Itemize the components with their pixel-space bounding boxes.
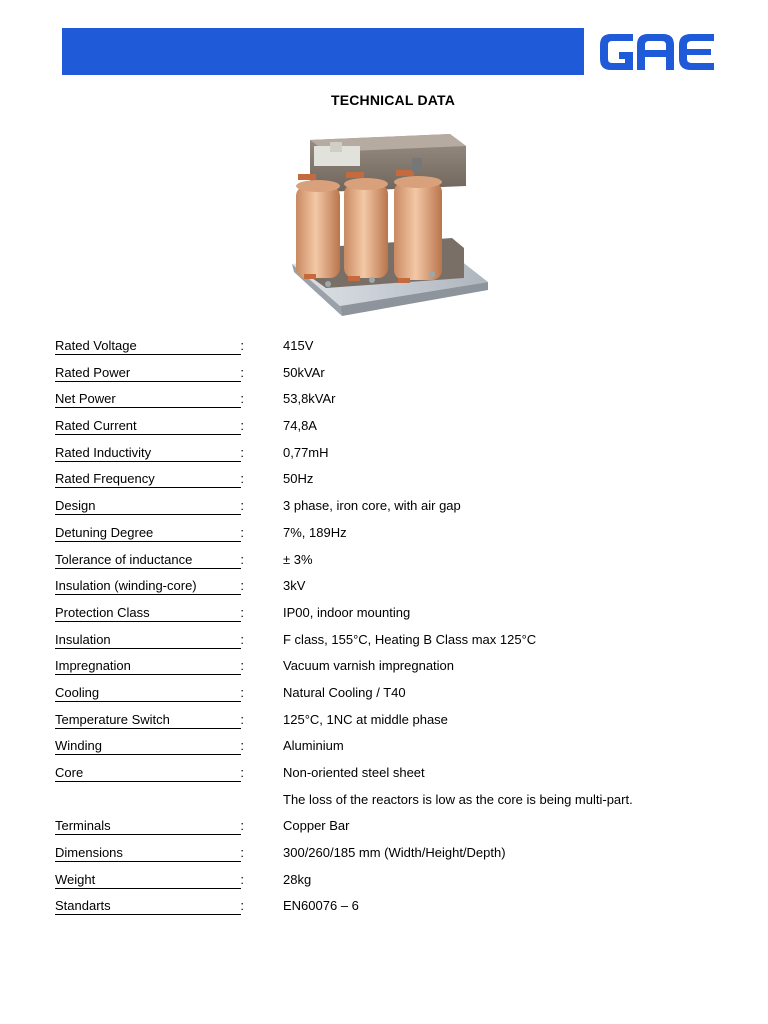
spec-value: ± 3%: [283, 551, 313, 567]
spec-label: Core: [55, 764, 241, 782]
spec-label: Terminals: [55, 817, 241, 835]
spec-label: Design: [55, 497, 241, 515]
spec-separator: :: [240, 738, 244, 754]
spec-separator: :: [240, 684, 244, 700]
spec-row: [55, 684, 735, 711]
spec-row: [55, 897, 735, 924]
spec-separator: :: [240, 604, 244, 620]
spec-label: Net Power: [55, 390, 241, 408]
spec-label: Rated Inductivity: [55, 444, 241, 462]
spec-value: 3kV: [283, 578, 306, 594]
spec-separator: :: [240, 471, 244, 487]
spec-row: [55, 390, 735, 417]
spec-value: F class, 155°C, Heating B Class max 125°C: [283, 631, 537, 647]
spec-separator: :: [240, 418, 244, 434]
spec-separator: :: [240, 658, 244, 674]
spec-row: [55, 337, 735, 364]
spec-value: 0,77mH: [283, 444, 329, 460]
spec-label: Insulation (winding-core): [55, 577, 241, 595]
spec-label: Rated Current: [55, 417, 241, 435]
spec-label: Tolerance of inductance: [55, 551, 241, 569]
spec-row: [55, 497, 735, 524]
spec-value: 74,8A: [283, 418, 317, 434]
spec-row: [55, 711, 735, 738]
spec-label: Protection Class: [55, 604, 241, 622]
spec-value: 125°C, 1NC at middle phase: [283, 711, 448, 727]
spec-separator: :: [240, 818, 244, 834]
spec-separator: :: [240, 871, 244, 887]
spec-label: Rated Voltage: [55, 337, 241, 355]
spec-row: [55, 551, 735, 578]
spec-label: Winding: [55, 737, 241, 755]
spec-row: [55, 470, 735, 497]
spec-separator: :: [240, 391, 244, 407]
spec-value: Non-oriented steel sheet: [283, 765, 425, 780]
company-logo: [597, 30, 717, 74]
spec-row: [55, 657, 735, 684]
spec-separator: :: [240, 578, 244, 594]
header-bar: [62, 28, 584, 75]
spec-row: [55, 631, 735, 658]
spec-row: [55, 444, 735, 471]
spec-row: [55, 417, 735, 444]
spec-separator: :: [240, 338, 244, 353]
spec-value: Natural Cooling / T40: [283, 684, 406, 700]
spec-label: Insulation: [55, 631, 241, 649]
spec-label: Cooling: [55, 684, 241, 702]
spec-row: [55, 764, 735, 791]
spec-value: The loss of the reactors is low as the core is being multi-part.: [283, 791, 633, 807]
spec-label: Rated Power: [55, 364, 241, 382]
spec-separator: :: [240, 898, 244, 914]
spec-value: 53,8kVAr: [283, 391, 336, 407]
spec-value: Vacuum varnish impregnation: [283, 658, 455, 674]
spec-value: 415V: [283, 338, 314, 353]
spec-row: [55, 737, 735, 764]
spec-separator: :: [240, 444, 244, 460]
spec-row: [55, 871, 735, 898]
spec-row: [55, 817, 735, 844]
spec-table: [55, 337, 735, 924]
spec-value: EN60076 – 6: [283, 898, 359, 914]
spec-label: Detuning Degree: [55, 524, 241, 542]
spec-row: [55, 524, 735, 551]
spec-label: Temperature Switch: [55, 711, 241, 729]
spec-separator: :: [240, 765, 244, 780]
spec-label: Impregnation: [55, 657, 241, 675]
spec-row: [55, 604, 735, 631]
spec-label: Standarts: [55, 897, 241, 915]
spec-note: [55, 791, 735, 818]
spec-row: [55, 577, 735, 604]
spec-value: Copper Bar: [283, 818, 350, 834]
spec-value: 50kVAr: [283, 364, 325, 380]
spec-separator: :: [240, 551, 244, 567]
spec-value: 3 phase, iron core, with air gap: [283, 498, 461, 514]
spec-separator: :: [240, 524, 244, 540]
spec-separator: :: [240, 845, 244, 861]
spec-separator: :: [240, 498, 244, 514]
spec-label: Weight: [55, 871, 241, 889]
reactor-image: [282, 128, 494, 324]
spec-value: IP00, indoor mounting: [283, 604, 411, 620]
spec-value: 300/260/185 mm (Width/Height/Depth): [283, 845, 506, 861]
spec-separator: :: [240, 631, 244, 647]
spec-separator: :: [240, 711, 244, 727]
spec-value: 7%, 189Hz: [283, 524, 347, 540]
spec-value: 28kg: [283, 871, 312, 887]
page-title: TECHNICAL DATA: [330, 92, 456, 108]
spec-value: 50Hz: [283, 471, 314, 487]
spec-value: Aluminium: [283, 738, 344, 754]
spec-row: [55, 364, 735, 391]
spec-row: [55, 844, 735, 871]
spec-label: Dimensions: [55, 844, 241, 862]
spec-separator: :: [240, 364, 244, 380]
spec-label: Rated Frequency: [55, 470, 241, 488]
